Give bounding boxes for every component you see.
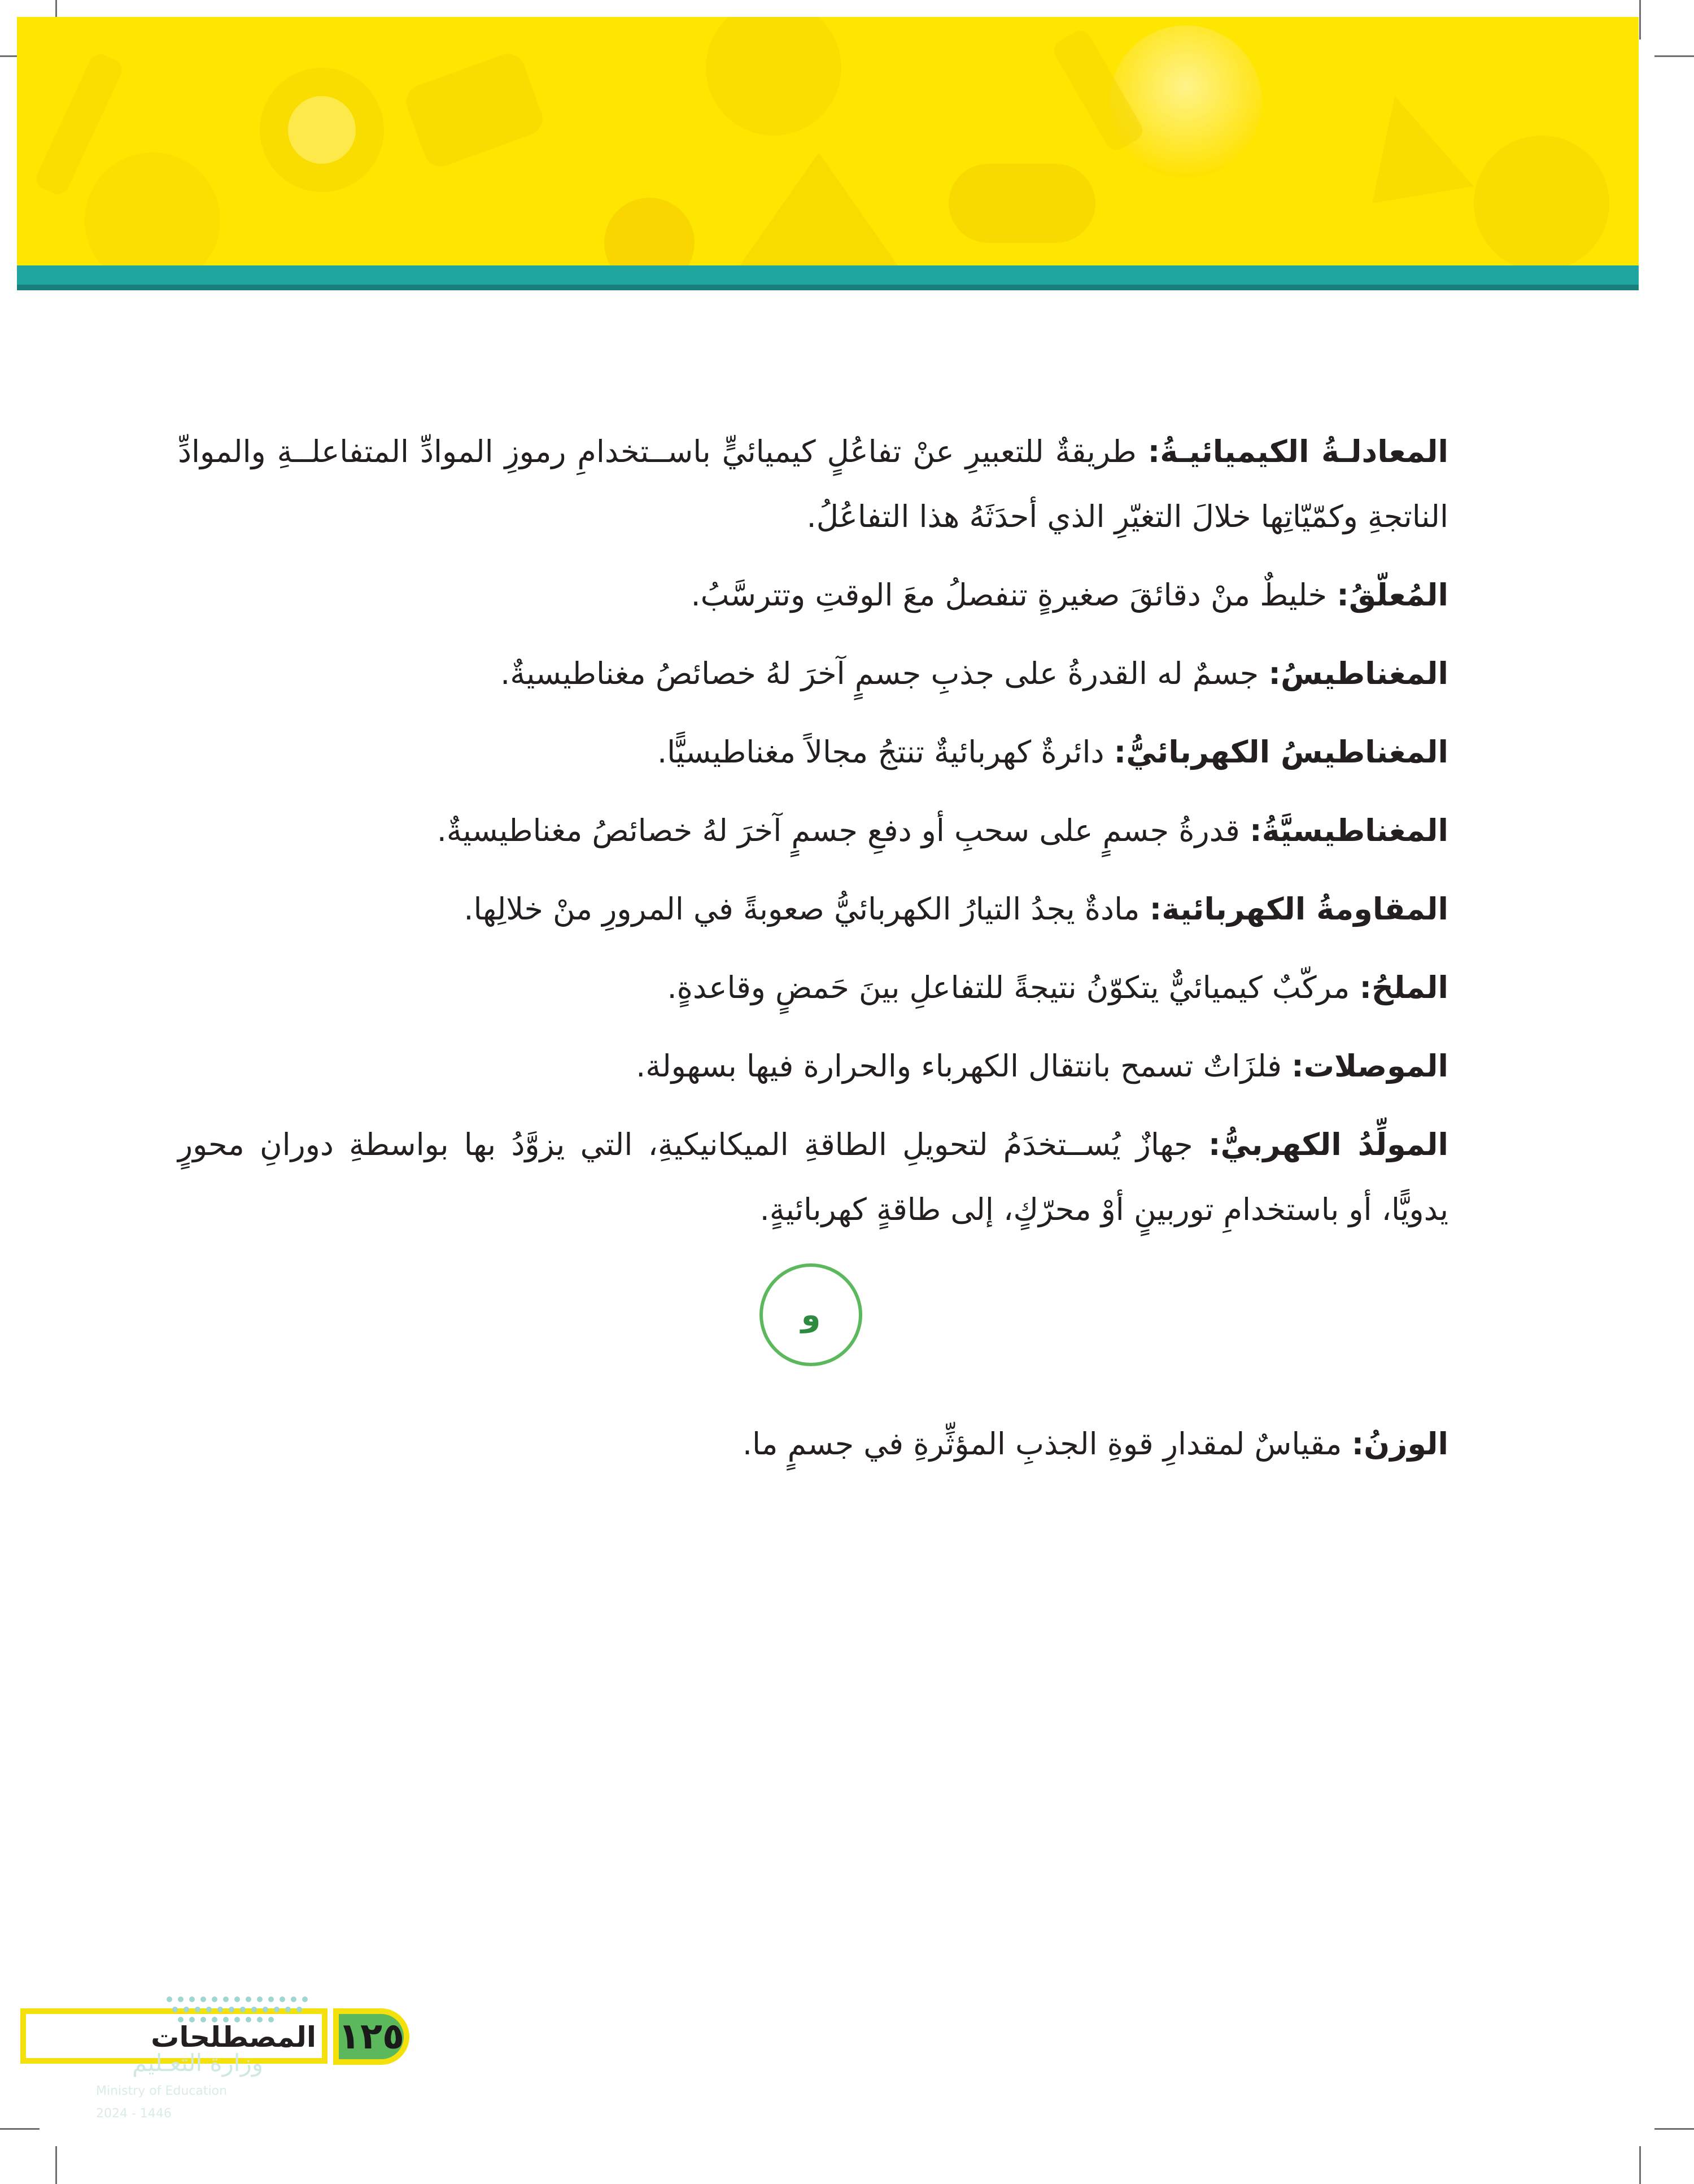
banner-decoration bbox=[17, 17, 1639, 265]
glossary-term: الوزنُ bbox=[1364, 1426, 1448, 1462]
header-strip bbox=[17, 265, 1639, 290]
footer-section-label: المصطلحات bbox=[151, 2021, 316, 2054]
glossary-term: المولِّدُ الكهربيُّ bbox=[1220, 1127, 1448, 1162]
crop-mark bbox=[55, 2146, 57, 2184]
glossary-entry: المغناطيسُ: جسمٌ له القدرةُ على جذبِ جسمٍ آخرَ لهُ خصائصُ مغناطيسيةٌ. bbox=[500, 656, 1448, 691]
glossary-term: المُعلّقُ bbox=[1348, 577, 1448, 613]
glossary-term: المغناطيسيَّةُ bbox=[1261, 813, 1448, 848]
glossary-entry: المغناطيسُ الكهربائيُّ: دائرةٌ كهربائيةٌ تنتجُ مجالاً مغناطيسيًّا. bbox=[657, 734, 1448, 770]
glossary-term: المغناطيسُ bbox=[1280, 656, 1448, 691]
glossary-definition: خليطٌ منْ دقائقَ صغيرةٍ تنفصلُ معَ الوقتِ وتترسَّبُ. bbox=[691, 577, 1337, 613]
glossary-entry: المقاومةُ الكهربائية: مادةٌ يجدُ التيارُ الكهربائيُّ صعوبةً في المرورِ منْ خلالِها. bbox=[464, 891, 1448, 927]
header-banner bbox=[17, 17, 1639, 265]
crop-mark bbox=[0, 2128, 40, 2130]
crop-mark bbox=[1639, 2146, 1641, 2184]
glossary-list bbox=[178, 419, 1448, 1256]
glossary-definition: مركّبٌ كيميائيٌّ يتكوّنُ نتيجةً للتفاعلِ بينَ حَمضٍ وقاعدةٍ. bbox=[667, 970, 1360, 1005]
glossary-term: الملحُ bbox=[1372, 970, 1448, 1005]
crop-mark bbox=[1654, 2128, 1694, 2130]
glossary-term: المغناطيسُ الكهربائيُّ bbox=[1126, 734, 1448, 770]
glossary-definition: قدرةُ جسمٍ على سحبِ أو دفعِ جسمٍ آخرَ لهُ خصائصُ مغناطيسيةٌ. bbox=[436, 813, 1250, 848]
edition-year: 2024 - 1446 bbox=[96, 2107, 172, 2121]
crop-mark bbox=[1639, 0, 1641, 40]
glossary-definition: جسمٌ له القدرةُ على جذبِ جسمٍ آخرَ لهُ خصائصُ مغناطيسيةٌ. bbox=[500, 656, 1269, 691]
glossary-entry: الموصلات: فلزَاتٌ تسمح بانتقال الكهرباء والحرارة فيها بسهولة. bbox=[636, 1048, 1448, 1084]
page-number: ١٢٥ bbox=[333, 2008, 409, 2065]
glossary-definition: طريقةٌ للتعبيرِ عنْ تفاعُلٍ كيميائيٍّ باســتخدامِ رموزِ الموادِّ المتفاعلــةِ والموادِّ الناتجةِ وكمّيّاتِها خلالَ التغيّرِ الذي أحدَثَهُ هذا التفاعُلُ. bbox=[178, 434, 1448, 534]
ministry-name-en: Ministry of Education bbox=[96, 2084, 228, 2098]
glossary-entry: المغناطيسيَّةُ: قدرةُ جسمٍ على سحبِ أو دفعِ جسمٍ آخرَ لهُ خصائصُ مغناطيسيةٌ. bbox=[436, 813, 1448, 848]
section-letter-badge: و bbox=[759, 1263, 862, 1366]
glossary-entry: الملحُ: مركّبٌ كيميائيٌّ يتكوّنُ نتيجةً للتفاعلِ بينَ حَمضٍ وقاعدةٍ. bbox=[667, 970, 1448, 1005]
glossary-definition: دائرةٌ كهربائيةٌ تنتجُ مجالاً مغناطيسيًّا. bbox=[657, 734, 1114, 770]
glossary-definition: فلزَاتٌ تسمح بانتقال الكهرباء والحرارة فيها بسهولة. bbox=[636, 1048, 1292, 1084]
ministry-name-ar: وزارة التعـليم bbox=[132, 2049, 264, 2077]
glossary-definition: مادةٌ يجدُ التيارُ الكهربائيُّ صعوبةً في المرورِ منْ خلالِها. bbox=[464, 891, 1150, 927]
glossary-term: الموصلات bbox=[1303, 1048, 1448, 1084]
glossary-entry: المعادلـةُ الكيميائيـةُ: طريقةٌ للتعبيرِ عنْ تفاعُلٍ كيميائيٍّ باســتخدامِ رموزِ الموادِّ المتفاعلــةِ والموادِّ الناتجةِ وكمّيّاتِها خلالَ التغيّرِ الذي أحدَثَهُ هذا التفاعُلُ. bbox=[178, 434, 1448, 534]
glossary-term: المقاومةُ الكهربائية bbox=[1162, 891, 1448, 927]
glossary-entry: الوزنُ: مقياسٌ لمقدارِ قوةِ الجذبِ المؤثِّرةِ في جسمٍ ما. bbox=[742, 1426, 1448, 1462]
glossary-definition: مقياسٌ لمقدارِ قوةِ الجذبِ المؤثِّرةِ في جسمٍ ما. bbox=[742, 1426, 1352, 1462]
glossary-entry: المولِّدُ الكهربيُّ: جهازٌ يُســتخدَمُ لتحويلِ الطاقةِ الميكانيكيةِ، التي يزوَّدُ بها بواسطةِ دورانِ محورٍ يدويًّا، أو باستخدامِ توربينٍ أوْ محرّكٍ، إلى طاقةٍ كهربائيةٍ. bbox=[178, 1127, 1448, 1227]
glossary-definition: جهازٌ يُســتخدَمُ لتحويلِ الطاقةِ الميكانيكيةِ، التي يزوَّدُ بها بواسطةِ دورانِ محورٍ يدويًّا، أو باستخدامِ توربينٍ أوْ محرّكٍ، إلى طاقةٍ كهربائيةٍ. bbox=[178, 1127, 1448, 1227]
glossary-entry: المُعلّقُ: خليطٌ منْ دقائقَ صغيرةٍ تنفصلُ معَ الوقتِ وتترسَّبُ. bbox=[691, 577, 1448, 613]
crop-mark bbox=[1654, 55, 1694, 57]
glossary-term: المعادلـةُ الكيميائيـةُ bbox=[1160, 434, 1448, 469]
